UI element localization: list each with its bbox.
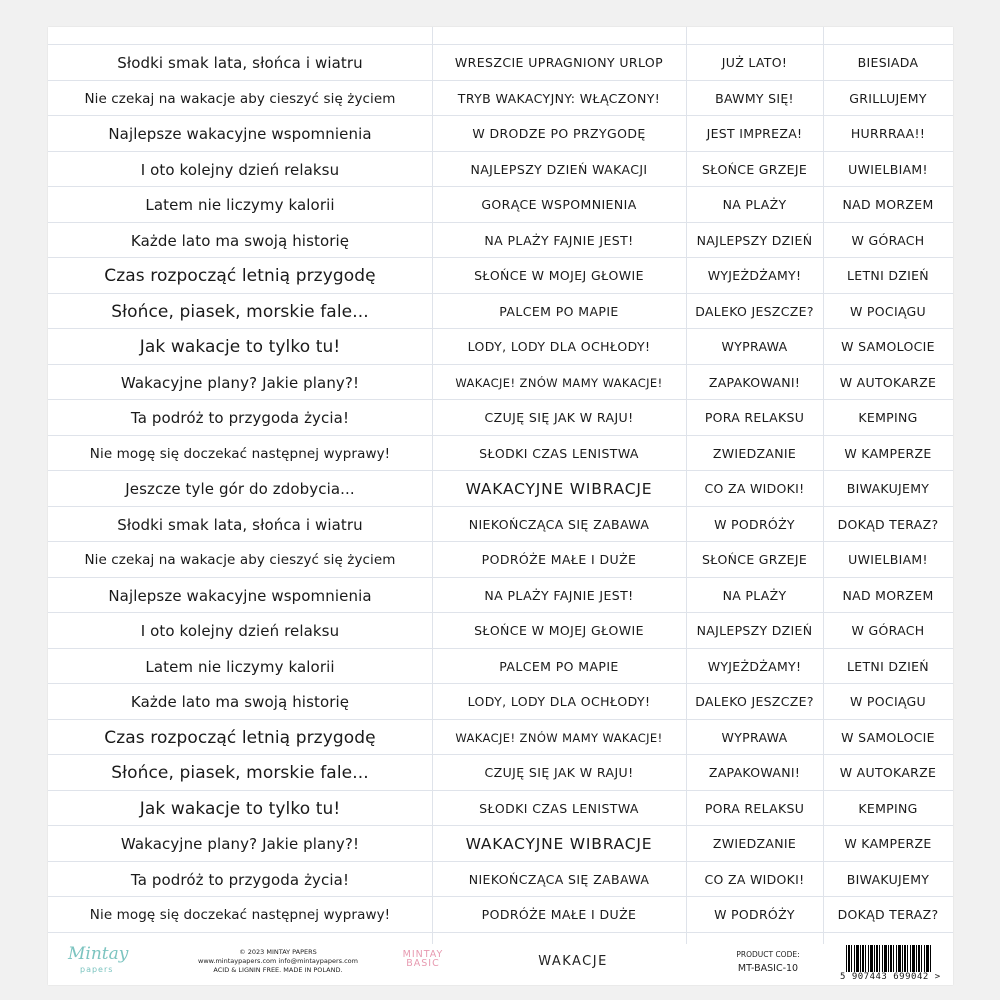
word-sticker-right[interactable]: W GÓRACH — [851, 233, 925, 248]
phrase-sticker[interactable]: CZUJĘ SIĘ JAK W RAJU! — [484, 410, 634, 425]
mintay-basic-logo — [393, 950, 453, 968]
word-sticker-right[interactable]: W POCIĄGU — [850, 694, 926, 709]
sentence-sticker[interactable]: Wakacyjne plany? Jakie plany?! — [120, 834, 360, 853]
sentence-sticker[interactable]: I oto kolejny dzień relaksu — [140, 160, 340, 179]
sentence-sticker[interactable]: Czas rozpocząć letnią przygodę — [104, 727, 376, 748]
word-sticker-right[interactable]: W SAMOLOCIE — [841, 339, 935, 354]
phrase-sticker[interactable]: PODRÓŻE MAŁE I DUŻE — [481, 907, 637, 922]
copyright-text: © 2023 MINTAY PAPERS — [239, 948, 317, 956]
word-sticker[interactable]: DALEKO JESZCZE? — [695, 304, 814, 319]
sentence-sticker[interactable]: Jeszcze tyle gór do zdobycia... — [125, 479, 355, 498]
word-sticker[interactable]: JUŻ LATO! — [721, 55, 788, 70]
sentence-sticker[interactable]: Najlepsze wakacyjne wspomnienia — [108, 586, 372, 605]
word-sticker-right[interactable]: W GÓRACH — [851, 623, 925, 638]
sentence-sticker[interactable]: Każde lato ma swoją historię — [130, 231, 350, 250]
product-code-block — [713, 950, 823, 974]
contact-text: www.mintaypapers.com info@mintaypapers.com — [198, 957, 358, 965]
word-sticker[interactable]: SŁOŃCE GRZEJE — [701, 552, 808, 567]
word-sticker-right[interactable]: KEMPING — [858, 410, 918, 425]
sentence-sticker[interactable]: Każde lato ma swoją historię — [130, 692, 350, 711]
word-sticker[interactable]: CO ZA WIDOKI! — [704, 481, 805, 496]
phrase-sticker[interactable]: NAJLEPSZY DZIEŃ WAKACJI — [470, 162, 648, 177]
sentence-sticker[interactable]: Czas rozpocząć letnią przygodę — [104, 265, 376, 286]
word-sticker[interactable]: ZAPAKOWANI! — [708, 375, 801, 390]
phrase-sticker[interactable]: LODY, LODY DLA OCHŁODY! — [467, 694, 651, 709]
word-sticker-right[interactable]: BIWAKUJEMY — [846, 872, 930, 887]
sentence-sticker[interactable]: Wakacyjne plany? Jakie plany?! — [120, 373, 360, 392]
word-sticker-right[interactable]: W POCIĄGU — [850, 304, 926, 319]
brand-line-1: MINTAY — [402, 949, 444, 960]
sentence-sticker[interactable]: Nie czekaj na wakacje aby cieszyć się życiem — [84, 90, 396, 107]
word-sticker-right[interactable]: LETNI DZIEŃ — [847, 659, 929, 674]
word-sticker[interactable]: W PODRÓŻY — [714, 517, 795, 532]
barcode-number: 5 907443 699042 > — [840, 972, 941, 982]
copyright-block — [178, 948, 378, 975]
barcode — [840, 945, 940, 983]
word-sticker-right[interactable]: W KAMPERZE — [844, 836, 932, 851]
sentence-sticker[interactable]: Najlepsze wakacyjne wspomnienia — [108, 124, 372, 143]
phrase-sticker[interactable]: PALCEM PO MAPIE — [499, 659, 619, 674]
sentence-sticker[interactable]: Nie mogę się doczekać następnej wyprawy! — [89, 906, 391, 923]
word-sticker[interactable]: WYJEŻDŻAMY! — [707, 268, 802, 283]
collection-title: WAKACJE — [538, 954, 608, 969]
sentence-sticker[interactable]: Ta podróż to przygoda życia! — [130, 408, 350, 427]
word-sticker-right[interactable]: NAD MORZEM — [842, 588, 934, 603]
word-sticker[interactable]: NA PLAŻY — [722, 197, 787, 212]
product-code-value: MT-BASIC-10 — [737, 963, 799, 974]
word-sticker[interactable]: WYJEŻDŻAMY! — [707, 659, 802, 674]
word-sticker[interactable]: NAJLEPSZY DZIEŃ — [696, 623, 813, 638]
word-sticker[interactable]: ZWIEDZANIE — [712, 446, 797, 461]
word-sticker-right[interactable]: LETNI DZIEŃ — [847, 268, 929, 283]
sentence-sticker[interactable]: Słodki smak lata, słońca i wiatru — [117, 515, 363, 534]
phrase-sticker[interactable]: LODY, LODY DLA OCHŁODY! — [467, 339, 651, 354]
phrase-sticker[interactable]: PALCEM PO MAPIE — [499, 304, 619, 319]
sentence-sticker[interactable]: Słońce, piasek, morskie fale... — [111, 301, 369, 322]
phrase-sticker[interactable]: NIEKOŃCZĄCA SIĘ ZABAWA — [468, 517, 650, 532]
phrase-sticker[interactable]: SŁODKI CZAS LENISTWA — [479, 801, 639, 816]
sentence-sticker[interactable]: Słodki smak lata, słońca i wiatru — [117, 53, 363, 72]
phrase-sticker[interactable]: CZUJĘ SIĘ JAK W RAJU! — [484, 765, 634, 780]
word-sticker[interactable]: WYPRAWA — [721, 339, 788, 354]
word-sticker-right[interactable]: UWIELBIAM! — [848, 552, 928, 567]
phrase-sticker[interactable]: SŁOŃCE W MOJEJ GŁOWIE — [474, 623, 644, 638]
word-sticker-right[interactable]: KEMPING — [858, 801, 918, 816]
phrase-sticker[interactable]: PODRÓŻE MAŁE I DUŻE — [481, 552, 637, 567]
word-sticker-right[interactable]: DOKĄD TERAZ? — [837, 517, 939, 532]
phrase-sticker[interactable]: WAKACJE! ZNÓW MAMY WAKACJE! — [455, 375, 663, 390]
phrase-sticker[interactable]: WAKACYJNE WIBRACJE — [465, 834, 653, 853]
phrase-sticker[interactable]: GORĄCE WSPOMNIENIA — [481, 197, 637, 212]
sentence-sticker[interactable]: Latem nie liczymy kalorii — [145, 195, 335, 214]
phrase-sticker[interactable]: SŁODKI CZAS LENISTWA — [479, 446, 639, 461]
word-sticker-right[interactable]: W SAMOLOCIE — [841, 730, 935, 745]
phrase-sticker[interactable]: WAKACJE! ZNÓW MAMY WAKACJE! — [455, 730, 663, 745]
word-sticker-right[interactable]: HURRRAA!! — [850, 126, 926, 141]
sentence-sticker[interactable]: I oto kolejny dzień relaksu — [140, 621, 340, 640]
word-sticker-right[interactable]: BIESIADA — [857, 55, 919, 70]
sentence-sticker[interactable]: Latem nie liczymy kalorii — [145, 657, 335, 676]
phrase-sticker[interactable]: NIEKOŃCZĄCA SIĘ ZABAWA — [468, 872, 650, 887]
phrase-sticker[interactable]: WAKACYJNE WIBRACJE — [465, 479, 653, 498]
sentence-sticker[interactable]: Jak wakacje to tylko tu! — [139, 336, 341, 357]
word-sticker-right[interactable]: UWIELBIAM! — [848, 162, 928, 177]
sentence-sticker[interactable]: Nie mogę się doczekać następnej wyprawy! — [89, 445, 391, 462]
phrase-sticker[interactable]: W DRODZE PO PRZYGODĘ — [472, 126, 646, 141]
phrase-sticker[interactable]: TRYB WAKACYJNY: WŁĄCZONY! — [457, 91, 661, 106]
barcode-bars — [846, 945, 932, 972]
word-sticker-right[interactable]: W KAMPERZE — [844, 446, 932, 461]
phrase-sticker[interactable]: WRESZCIE UPRAGNIONY URLOP — [454, 55, 664, 70]
sentence-sticker[interactable]: Ta podróż to przygoda życia! — [130, 870, 350, 889]
word-sticker[interactable]: WYPRAWA — [721, 730, 788, 745]
word-sticker[interactable]: ZAPAKOWANI! — [708, 765, 801, 780]
word-sticker[interactable]: JEST IMPREZA! — [706, 126, 803, 141]
word-sticker[interactable]: PORA RELAKSU — [704, 410, 805, 425]
word-sticker[interactable]: BAWMY SIĘ! — [715, 91, 794, 106]
phrase-sticker[interactable]: NA PLAŻY FAJNIE JEST! — [484, 233, 634, 248]
sentence-sticker[interactable]: Słońce, piasek, morskie fale... — [111, 762, 369, 783]
word-sticker-right[interactable]: NAD MORZEM — [842, 197, 934, 212]
word-sticker-right[interactable]: W AUTOKARZE — [839, 765, 937, 780]
word-sticker[interactable]: DALEKO JESZCZE? — [695, 694, 814, 709]
word-sticker-right[interactable]: W AUTOKARZE — [839, 375, 937, 390]
brand-line-2: BASIC — [406, 958, 440, 969]
word-sticker[interactable]: SŁOŃCE GRZEJE — [701, 162, 808, 177]
acid-free-note: ACID & LIGNIN FREE. MADE IN POLAND. — [213, 966, 343, 974]
word-sticker[interactable]: ZWIEDZANIE — [712, 836, 797, 851]
word-sticker[interactable]: NA PLAŻY — [722, 588, 787, 603]
mintay-logo: Mintay — [68, 944, 129, 964]
row-divider — [48, 932, 953, 933]
phrase-sticker[interactable]: SŁOŃCE W MOJEJ GŁOWIE — [474, 268, 644, 283]
sticker-sheet — [48, 27, 953, 985]
word-sticker-right[interactable]: BIWAKUJEMY — [846, 481, 930, 496]
word-sticker[interactable]: PORA RELAKSU — [704, 801, 805, 816]
word-sticker-right[interactable]: GRILLUJEMY — [849, 91, 927, 106]
word-sticker[interactable]: W PODRÓŻY — [714, 907, 795, 922]
product-code-label: PRODUCT CODE: — [736, 950, 800, 959]
word-sticker-right[interactable]: DOKĄD TERAZ? — [837, 907, 939, 922]
sentence-sticker[interactable]: Nie czekaj na wakacje aby cieszyć się życiem — [84, 551, 396, 568]
phrase-sticker[interactable]: NA PLAŻY FAJNIE JEST! — [484, 588, 634, 603]
sentence-sticker[interactable]: Jak wakacje to tylko tu! — [139, 798, 341, 819]
footer — [48, 944, 953, 985]
word-sticker[interactable]: NAJLEPSZY DZIEŃ — [696, 233, 813, 248]
word-sticker[interactable]: CO ZA WIDOKI! — [704, 872, 805, 887]
mintay-logo-sub: papers — [80, 965, 114, 974]
